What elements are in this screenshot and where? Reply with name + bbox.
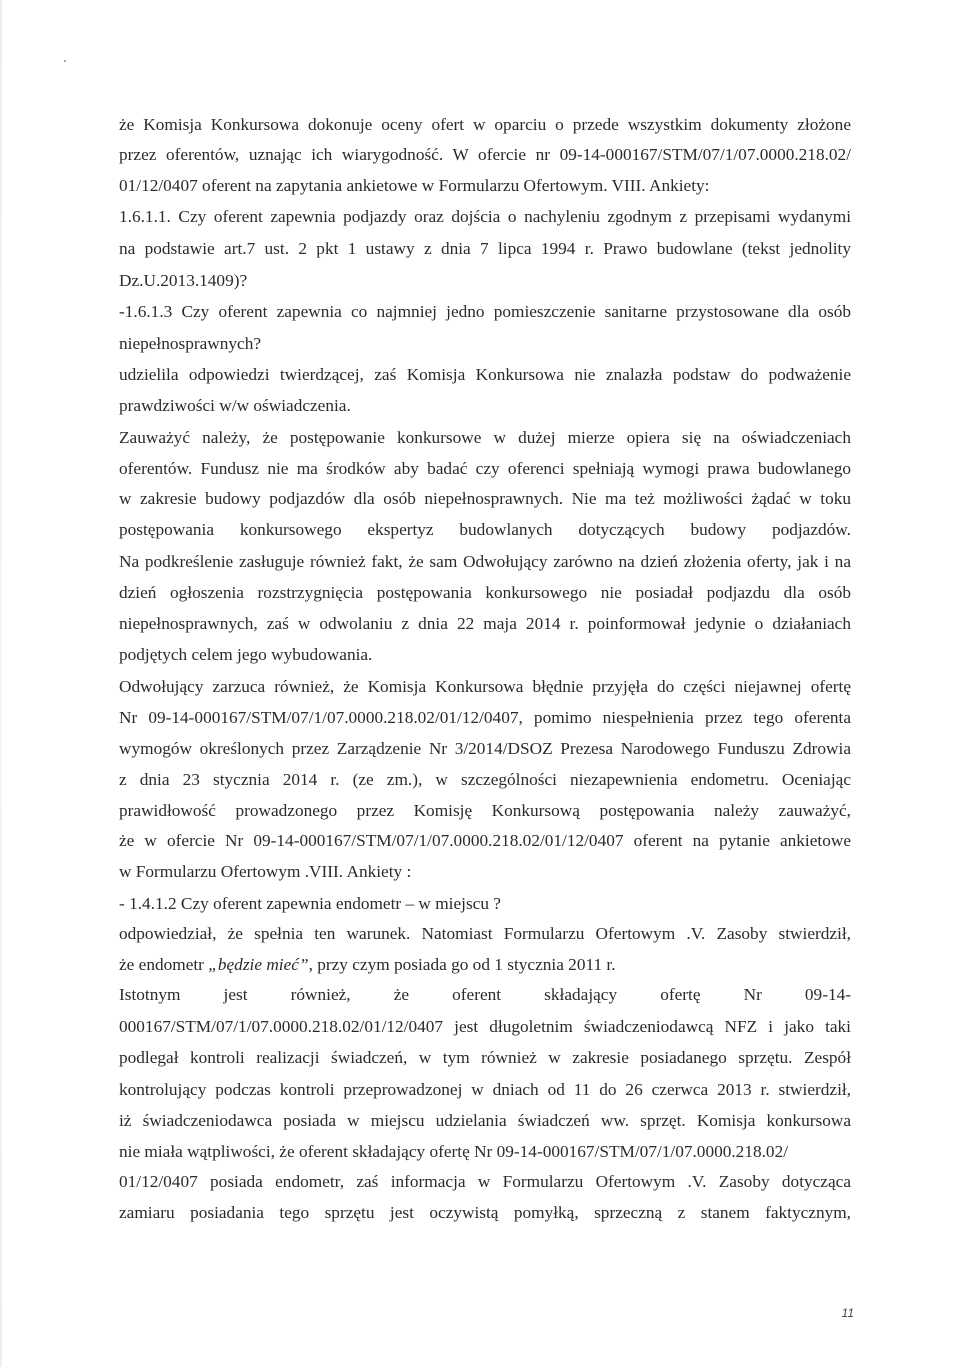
- text-line: kontrolujący podczas kontroli przeprowadzonej w dniach od 11 do 26 czerwca 2013 r. stwierdził,: [119, 1080, 851, 1099]
- text-line: prawdziwości w/w oświadczenia.: [119, 396, 351, 415]
- text-line: na podstawie art.7 ust. 2 pkt 1 ustawy z dnia 7 lipca 1994 r. Prawo budowlane (tekst jednolity: [119, 239, 851, 258]
- text-line: -1.6.1.3 Czy oferent zapewnia co najmniej jedno pomieszczenie sanitarne przystosowane dla osób: [119, 302, 851, 321]
- text-line: Odwołujący zarzuca również, że Komisja Konkursowa błędnie przyjęła do części niejawnej ofertę: [119, 677, 851, 696]
- text-line: oferentów. Fundusz nie ma środków aby badać czy oferenci spełniają wymogi prawa budowlanego: [119, 459, 851, 478]
- text-line: wymogów określonych przez Zarządzenie Nr 3/2014/DSOZ Prezesa Narodowego Funduszu Zdrowia: [119, 739, 851, 758]
- text-line: w Formularzu Ofertowym .VIII. Ankiety :: [119, 862, 412, 881]
- text-line: podlegał kontroli realizacji świadczeń, w tym również w zakresie posiadanego sprzętu. Zespół: [119, 1048, 851, 1067]
- text-line: podjętych celem jego wybudowania.: [119, 645, 373, 664]
- text-line: 01/12/0407 oferent na zapytania ankietowe w Formularzu Ofertowym. VIII. Ankiety:: [119, 176, 710, 195]
- text-line: postępowania konkursowego ekspertyz budowlanych dotyczących budowy podjazdów.: [119, 520, 851, 539]
- text-line: dzień ogłoszenia rozstrzygnięcia postępowania konkursowego nie posiadał podjazdu dla osób: [119, 583, 851, 602]
- page-number: 11: [841, 1306, 854, 1320]
- text-line: w zakresie budowy podjazdów dla osób niepełnosprawnych. Nie ma też możliwości żądać w toku: [119, 489, 851, 508]
- text-line: z dnia 23 stycznia 2014 r. (ze zm.), w szczególności niezapewnienia endometru. Oceniając: [119, 770, 851, 789]
- text-line: 1.6.1.1. Czy oferent zapewnia podjazdy oraz dojścia o nachyleniu zgodnym z przepisami wydanymi: [119, 207, 851, 226]
- scan-speck: [64, 60, 66, 62]
- text-line: udzielila odpowiedzi twierdzącej, zaś Komisja Konkursowa nie znalazła podstaw do podważenie: [119, 365, 851, 384]
- text-line: Nr 09-14-000167/STM/07/1/07.0000.218.02/01/12/0407, pomimo niespełnienia przez tego oferenta: [119, 708, 851, 727]
- text-line: Na podkreślenie zasługuje również fakt, że sam Odwołujący zarówno na dzień złożenia oferty, jak i na: [119, 552, 851, 571]
- emphasis: „będzie mieć”: [208, 955, 309, 974]
- text-line: - 1.4.1.2 Czy oferent zapewnia endometr – w miejscu ?: [119, 894, 501, 913]
- scan-edge: [0, 0, 2, 1367]
- text-line: [119, 950, 851, 980]
- text-line: niepełnosprawnych?: [119, 334, 262, 353]
- text-segment: że endometr: [119, 955, 209, 974]
- text-line: że Komisja Konkursowa dokonuje oceny ofert w oparciu o przede wszystkim dokumenty złożone: [119, 115, 851, 134]
- text-line: iż świadczeniodawca posiada w miejscu udzielania świadczeń ww. sprzęt. Komisja konkursowa: [119, 1111, 851, 1130]
- text-segment: , przy czym posiada go od 1 stycznia 2011 r.: [308, 955, 616, 974]
- text-line: przez oferentów, uznając ich wiarygodność. W ofercie nr 09-14-000167/STM/07/1/07.0000.218.02/: [119, 145, 851, 164]
- text-line: 01/12/0407 posiada endometr, zaś informacja w Formularzu Ofertowym .V. Zasoby dotycząca: [119, 1172, 851, 1191]
- text-line: nie miała wątpliwości, że oferent składający ofertę Nr 09-14-000167/STM/07/1/07.0000.218.02/: [119, 1142, 789, 1161]
- text-line: Zauważyć należy, że postępowanie konkursowe w dużej mierze opiera się na oświadczeniach: [119, 428, 851, 447]
- text-line: odpowiedział, że spełnia ten warunek. Natomiast Formularzu Ofertowym .V. Zasoby stwierdził,: [119, 924, 851, 943]
- text-line: 000167/STM/07/1/07.0000.218.02/01/12/0407 jest długoletnim świadczeniodawcą NFZ i jako taki: [119, 1017, 851, 1036]
- text-line: niepełnosprawnych, zaś w odwolaniu z dnia 22 maja 2014 r. poinformował jedynie o działaniach: [119, 614, 851, 633]
- text-line: prawidłowość prowadzonego przez Komisję Konkursową postępowania należy zauważyć,: [119, 801, 851, 820]
- text-line: zamiaru posiadania tego sprzętu jest oczywistą pomyłką, sprzeczną z stanem faktycznym,: [119, 1203, 851, 1222]
- text-line: Dz.U.2013.1409)?: [119, 271, 248, 290]
- text-line: Istotnym jest również, że oferent składający ofertę Nr 09-14-: [119, 985, 851, 1004]
- text-line: że w ofercie Nr 09-14-000167/STM/07/1/07.0000.218.02/01/12/0407 oferent na pytanie ankietowe: [119, 831, 851, 850]
